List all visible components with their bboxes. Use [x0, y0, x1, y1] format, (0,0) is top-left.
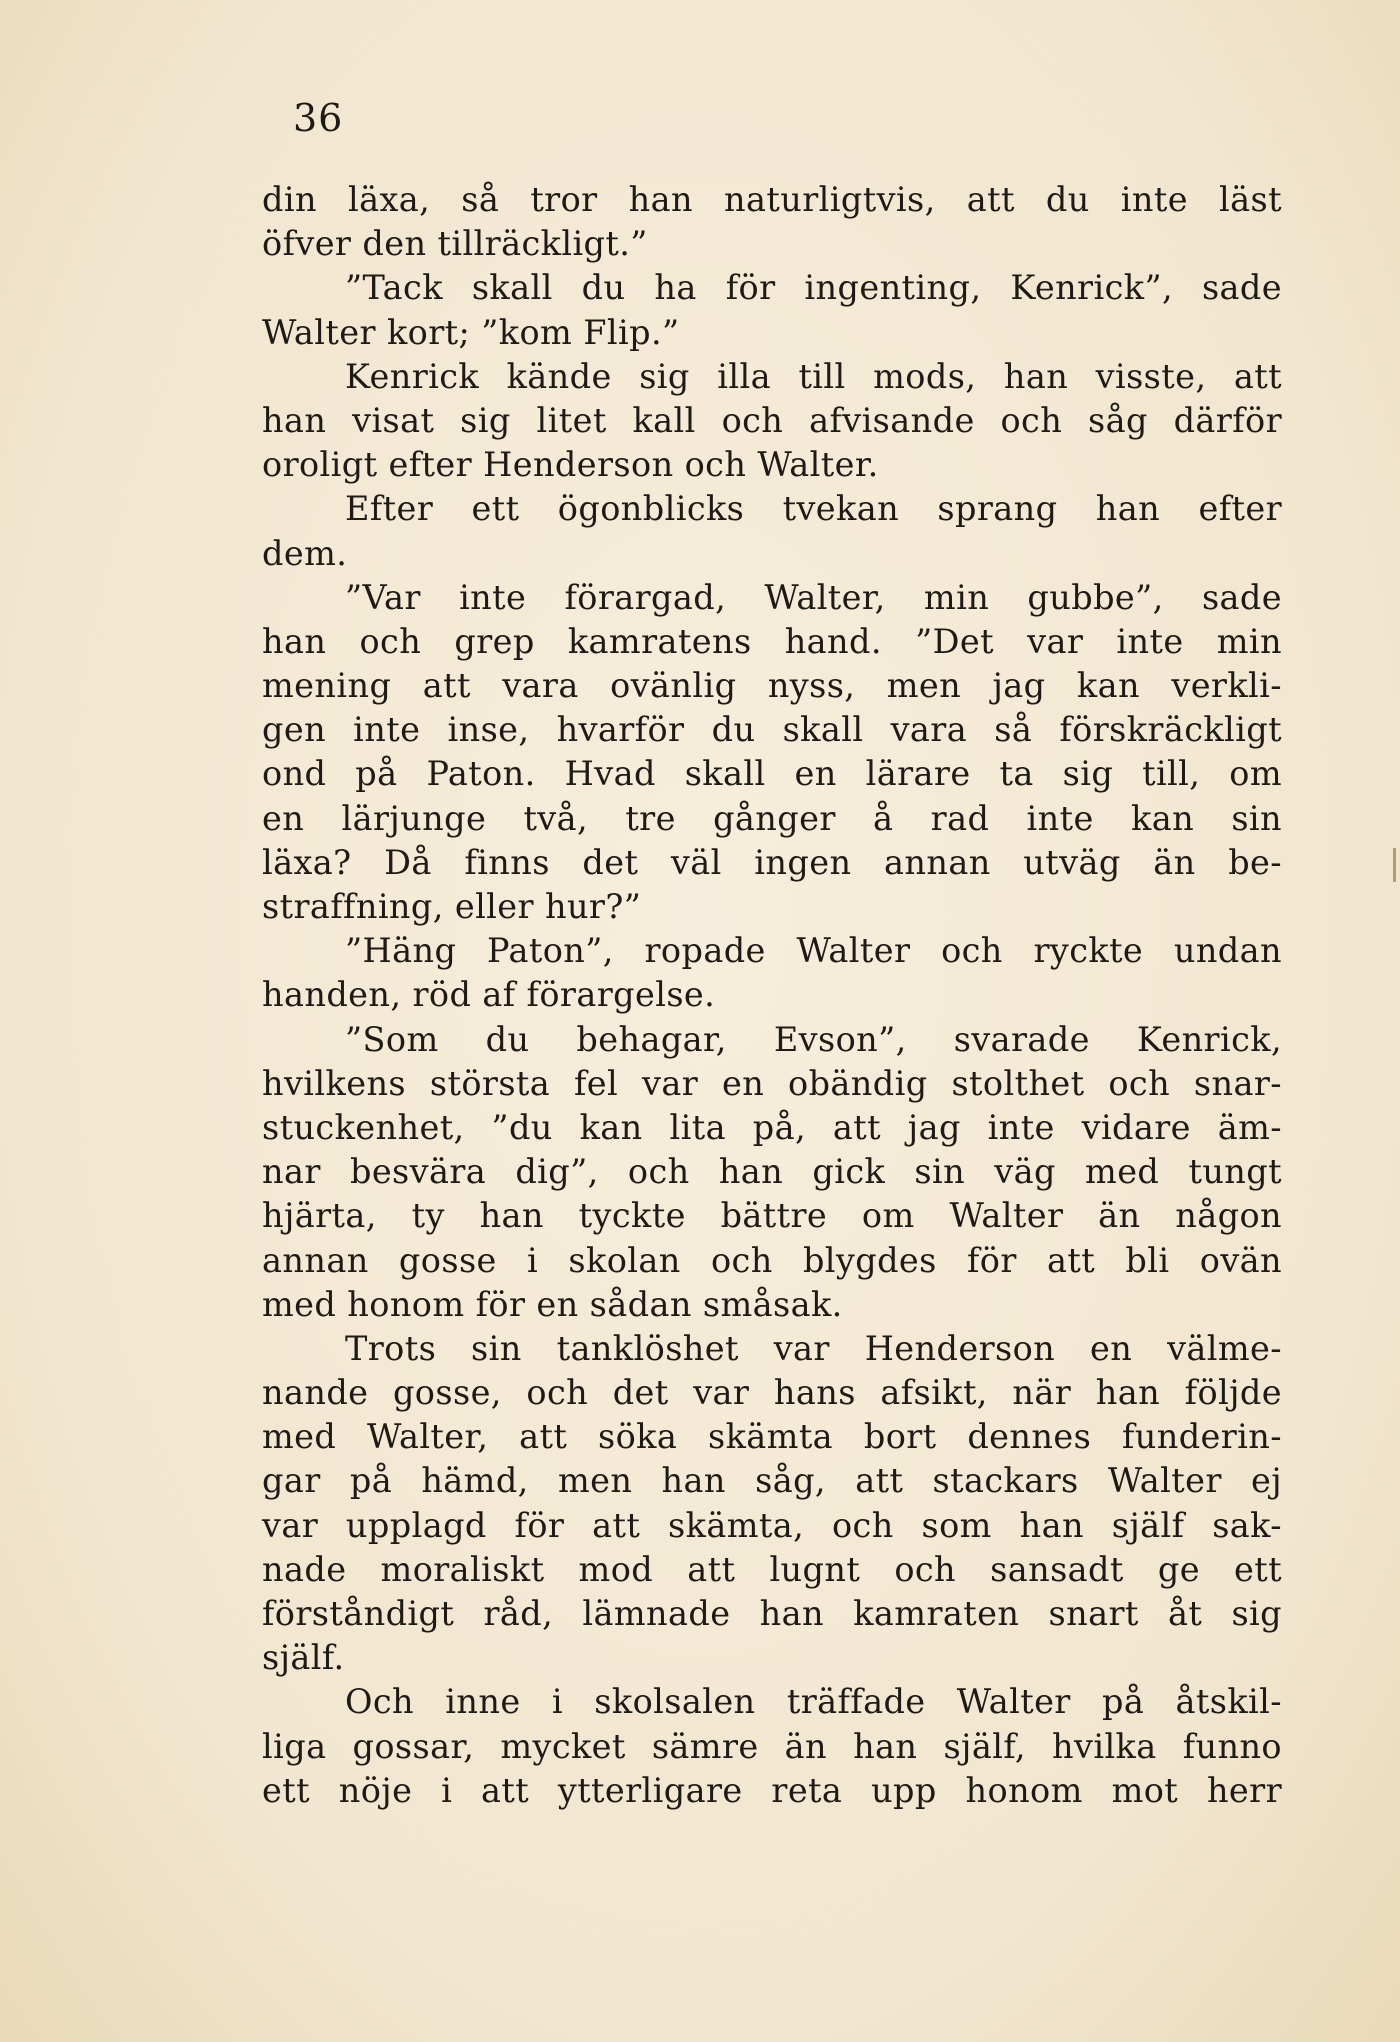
text-line: nar besvära dig”, och han gick sin väg med tungt	[262, 1152, 1282, 1192]
text-line: Efter ett ögonblicks tvekan sprang han efter	[345, 489, 1282, 529]
text-line: nande gosse, och det var hans afsikt, när han följde	[262, 1373, 1282, 1413]
text-line: mening att vara ovänlig nyss, men jag kan verkli-	[262, 666, 1282, 706]
text-line: öfver den tillräckligt.”	[262, 224, 648, 264]
text-line: hvilkens största fel var en obändig stolthet och snar-	[262, 1063, 1282, 1103]
text-line: själf.	[262, 1638, 345, 1678]
text-line: gar på hämd, men han såg, att stackars Walter ej	[262, 1461, 1282, 1501]
text-line: var upplagd för att skämta, och som han själf sak-	[262, 1505, 1282, 1545]
text-line: Walter kort; ”kom Flip.”	[262, 312, 680, 352]
text-line: oroligt efter Henderson och Walter.	[262, 445, 879, 485]
text-line: med Walter, att söka skämta bort dennes funderin-	[262, 1417, 1282, 1457]
text-line: ”Tack skall du ha för ingenting, Kenrick”, sade	[345, 268, 1282, 308]
text-line: ”Häng Paton”, ropade Walter och ryckte undan	[345, 931, 1282, 971]
text-line: ”Var inte förargad, Walter, min gubbe”, sade	[345, 577, 1282, 617]
text-line: ett nöje i att ytterligare reta upp honom mot herr	[262, 1770, 1282, 1810]
text-line: förståndigt råd, lämnade han kamraten snart åt sig	[262, 1594, 1282, 1633]
text-line: annan gosse i skolan och blygdes för att bli ovän	[262, 1240, 1282, 1280]
text-line: dem.	[262, 533, 348, 573]
body-text	[262, 178, 1282, 1813]
page-edge-mark	[1393, 848, 1396, 882]
text-line: Trots sin tanklöshet var Henderson en välme-	[345, 1328, 1282, 1368]
text-line: nade moraliskt mod att lugnt och sansadt ge ett	[262, 1549, 1282, 1589]
text-line: Kenrick kände sig illa till mods, han visste, att	[345, 356, 1282, 396]
text-line: handen, röd af förargelse.	[262, 975, 716, 1015]
text-line: stuckenhet, ”du kan lita på, att jag inte vidare äm-	[262, 1107, 1282, 1147]
text-line: hjärta, ty han tyckte bättre om Walter än någon	[262, 1196, 1282, 1236]
text-line: läxa? Då finns det väl ingen annan utväg än be-	[262, 842, 1282, 882]
text-line: straffning, eller hur?”	[262, 887, 642, 926]
text-line: han och grep kamratens hand. ”Det var inte min	[262, 621, 1282, 661]
text-line: en lärjunge två, tre gånger å rad inte kan sin	[262, 798, 1282, 838]
text-line: din läxa, så tror han naturligtvis, att du inte läst	[262, 180, 1282, 219]
page-number: 36	[293, 96, 344, 140]
text-line: ”Som du behagar, Evson”, svarade Kenrick,	[345, 1019, 1282, 1059]
text-line: gen inte inse, hvarför du skall vara så förskräckligt	[262, 710, 1282, 750]
text-line: ond på Paton. Hvad skall en lärare ta sig till, om	[262, 754, 1282, 794]
text-line: med honom för en sådan småsak.	[262, 1284, 843, 1324]
text-line: Och inne i skolsalen träffade Walter på åtskil-	[345, 1682, 1282, 1722]
text-line: liga gossar, mycket sämre än han själf, hvilka funno	[262, 1726, 1282, 1766]
text-line: han visat sig litet kall och afvisande och såg därför	[262, 400, 1282, 440]
